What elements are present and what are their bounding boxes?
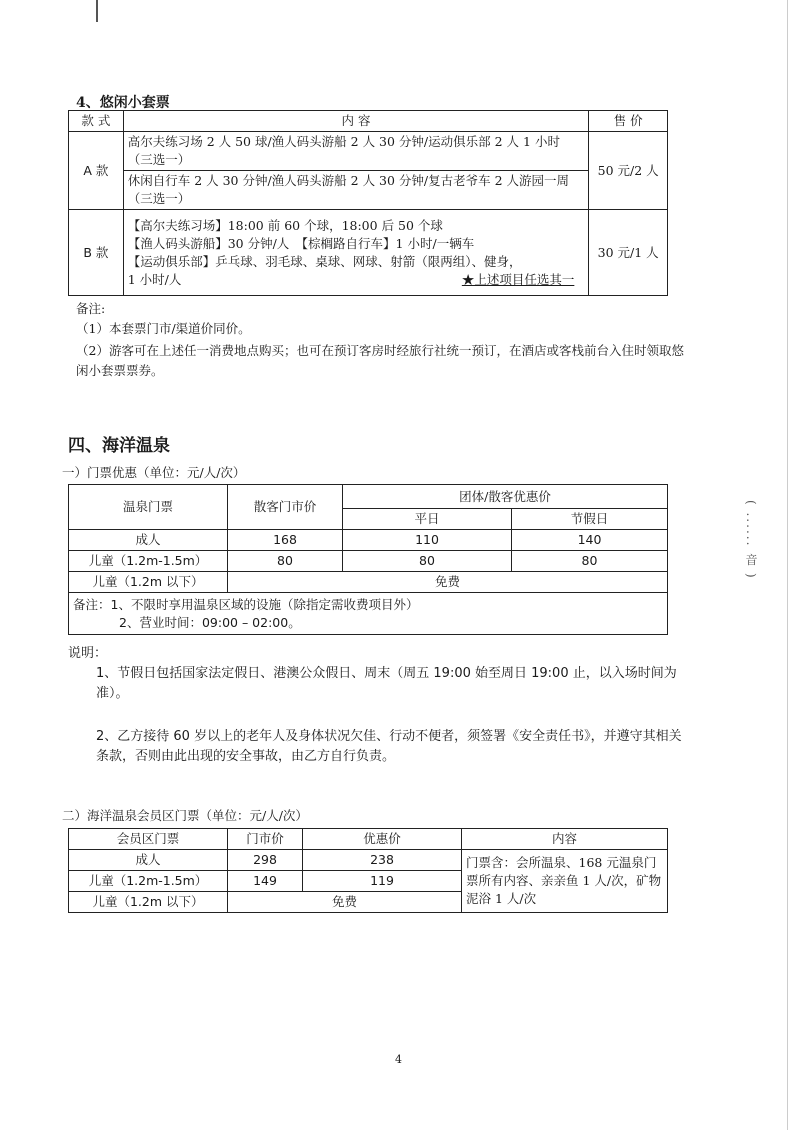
t2-row-adult-discount: 238 <box>303 850 462 871</box>
page-number: 4 <box>395 1053 402 1066</box>
hot-spring-title: 四、海洋温泉 <box>68 436 170 456</box>
seal-stamp: ( ...... 音 ) <box>744 500 758 580</box>
section-title-leisure-ticket: 4、悠闲小套票 <box>76 95 170 111</box>
leisure-ticket-table <box>68 110 668 296</box>
row-b-line4: 1 小时/人 <box>127 271 182 287</box>
t2-row-infant-label: 儿童（1.2m 以下） <box>69 892 228 913</box>
t1-header-ticket: 温泉门票 <box>69 485 228 530</box>
t1-row-infant-value: 免费 <box>228 572 668 593</box>
t1-header-group: 团体/散客优惠价 <box>343 485 668 509</box>
t1-notes <box>69 593 668 635</box>
t1-row-adult-weekday: 110 <box>343 530 512 551</box>
row-b-line1: 【高尔夫练习场】18:00 前 60 个球，18:00 后 50 个球 <box>127 217 443 233</box>
t2-row-child-label: 儿童（1.2m-1.5m） <box>69 871 228 892</box>
scan-edge-line <box>787 0 788 1130</box>
t1-header-weekday: 平日 <box>343 509 512 530</box>
t2-header-discount: 优惠价 <box>303 829 462 850</box>
ticket-discount-title: 一）门票优惠（单位：元/人/次） <box>62 465 246 480</box>
note-1: （1）本套票门市/渠道价同价。 <box>76 321 251 336</box>
note-2: （2）游客可在上述任一消费地点购买；也可在预订客房时经旅行社统一预订，在酒店或客栈前台入住时领取悠闲小套票票券。 <box>76 343 684 378</box>
scan-edge-mark <box>96 0 98 22</box>
t1-header-holiday: 节假日 <box>512 509 668 530</box>
hot-spring-ticket-table <box>68 484 668 635</box>
row-b-line3: 【运动俱乐部】乒乓球、羽毛球、桌球、网球、射箭（限两组）、健身， <box>127 253 522 269</box>
row-b-last-line <box>128 271 585 289</box>
t2-row-infant-value: 免费 <box>228 892 462 913</box>
t2-row-adult-label: 成人 <box>69 850 228 871</box>
explain-2: 2、乙方接待 60 岁以上的老年人及身体状况欠佳、行动不便者，须签署《安全责任书》，并遵守其相关条款，否则由此出现的安全事故，由乙方自行负责。 <box>96 729 682 764</box>
t1-row-child-weekday: 80 <box>343 551 512 572</box>
row-a-item2: 休闲自行车 2 人 30 分钟/渔人码头游船 2 人 30 分钟/复古老爷车 2 人游园一周（三选一） <box>123 171 589 210</box>
t2-header-ticket: 会员区门票 <box>69 829 228 850</box>
t1-row-adult-label: 成人 <box>69 530 228 551</box>
t2-header-retail: 门市价 <box>228 829 303 850</box>
row-a-label: A 款 <box>69 132 124 210</box>
t2-row-child-discount: 119 <box>303 871 462 892</box>
explain-1: 1、节假日包括国家法定假日、港澳公众假日、周末（周五 19:00 始至周日 19:00 止，以入场时间为准）。 <box>96 666 677 701</box>
header-price: 售 价 <box>589 111 668 132</box>
member-ticket-table <box>68 828 668 913</box>
t2-row-adult-retail: 298 <box>228 850 303 871</box>
t2-content: 门票含：会所温泉、168 元温泉门票所有内容、亲亲鱼 1 人/次，矿物泥浴 1 人/次 <box>462 850 668 913</box>
row-b-star-note: ★上述项目任选其一 <box>461 271 575 287</box>
row-a-item1: 高尔夫练习场 2 人 50 球/渔人码头游船 2 人 30 分钟/运动俱乐部 2 人 1 小时（三选一） <box>123 132 589 171</box>
row-b-price: 30 元/1 人 <box>589 210 668 296</box>
t1-row-adult-retail: 168 <box>228 530 343 551</box>
t1-row-infant-label: 儿童（1.2m 以下） <box>69 572 228 593</box>
t1-row-child-label: 儿童（1.2m-1.5m） <box>69 551 228 572</box>
row-b-label: B 款 <box>69 210 124 296</box>
row-a-price: 50 元/2 人 <box>589 132 668 210</box>
t1-note-2: 2、营业时间：09:00 – 02:00。 <box>119 614 301 630</box>
t1-header-retail: 散客门市价 <box>228 485 343 530</box>
header-style: 款 式 <box>69 111 124 132</box>
row-b-line2: 【渔人码头游船】30 分钟/人 【棕榈路自行车】1 小时/一辆车 <box>127 235 475 251</box>
explain-title: 说明： <box>68 646 108 661</box>
t1-row-child-holiday: 80 <box>512 551 668 572</box>
t2-row-child-retail: 149 <box>228 871 303 892</box>
header-content: 内 容 <box>123 111 589 132</box>
row-b-content <box>123 210 589 296</box>
t1-row-adult-holiday: 140 <box>512 530 668 551</box>
t1-note-1: 备注：1、不限时享用温泉区域的设施（除指定需收费项目外） <box>73 596 419 612</box>
notes-title: 备注: <box>76 301 106 316</box>
t2-header-content: 内容 <box>462 829 668 850</box>
t1-row-child-retail: 80 <box>228 551 343 572</box>
member-ticket-title: 二）海洋温泉会员区门票（单位：元/人/次） <box>62 808 308 823</box>
